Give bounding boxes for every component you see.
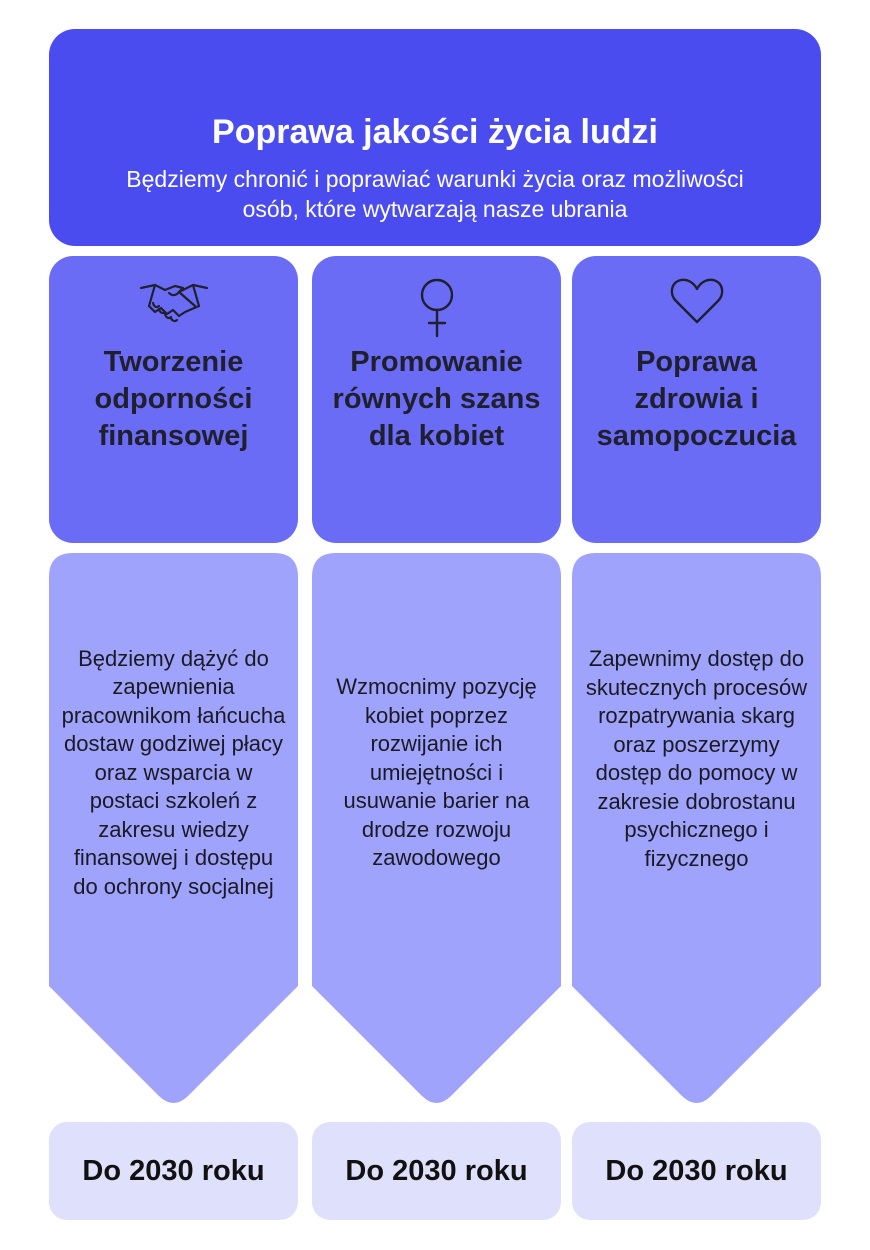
deadline-badge: Do 2030 roku xyxy=(49,1122,298,1220)
pillar-card xyxy=(312,256,561,543)
heart-icon xyxy=(572,276,821,342)
female-symbol-icon xyxy=(312,276,561,342)
header-banner xyxy=(49,29,821,246)
arrow-description: Będziemy dążyć do zapewnienia pracownikom łańcucha dostaw godziwej płacy oraz wsparcia w postaci szkoleń z zakresu wiedzy finansowej i dostępu do ochrony socjalnej xyxy=(61,645,286,899)
deadline-badge: Do 2030 roku xyxy=(572,1122,821,1220)
page-subtitle: Będziemy chronić i poprawiać warunki życia oraz możliwości osób, które wytwarzają nasze ubrania xyxy=(126,166,744,222)
page-title: Poprawa jakości życia ludzi xyxy=(212,113,658,151)
arrow-card xyxy=(572,553,821,1110)
pillar-title: Poprawa zdrowia i samopoczucia xyxy=(596,346,797,452)
arrow-description: Wzmocnimy pozycję kobiet poprzez rozwijanie ich umiejętności i usuwanie barier na drodze rozwoju zawodowego xyxy=(336,674,537,871)
pillar-card xyxy=(572,256,821,543)
arrow-card xyxy=(312,553,561,1110)
pillar-title: Promowanie równych szans dla kobiet xyxy=(332,346,541,452)
handshake-icon xyxy=(49,276,298,342)
deadline-badge: Do 2030 roku xyxy=(312,1122,561,1220)
arrow-description: Zapewnimy dostęp do skutecznych procesów rozpatrywania skarg oraz poszerzymy dostęp do pomocy w zakresie dobrostanu psychicznego i fizycznego xyxy=(585,646,808,871)
pillar-title: Tworzenie odporności finansowej xyxy=(94,346,253,452)
pillar-card xyxy=(49,256,298,543)
arrow-card xyxy=(49,553,298,1110)
